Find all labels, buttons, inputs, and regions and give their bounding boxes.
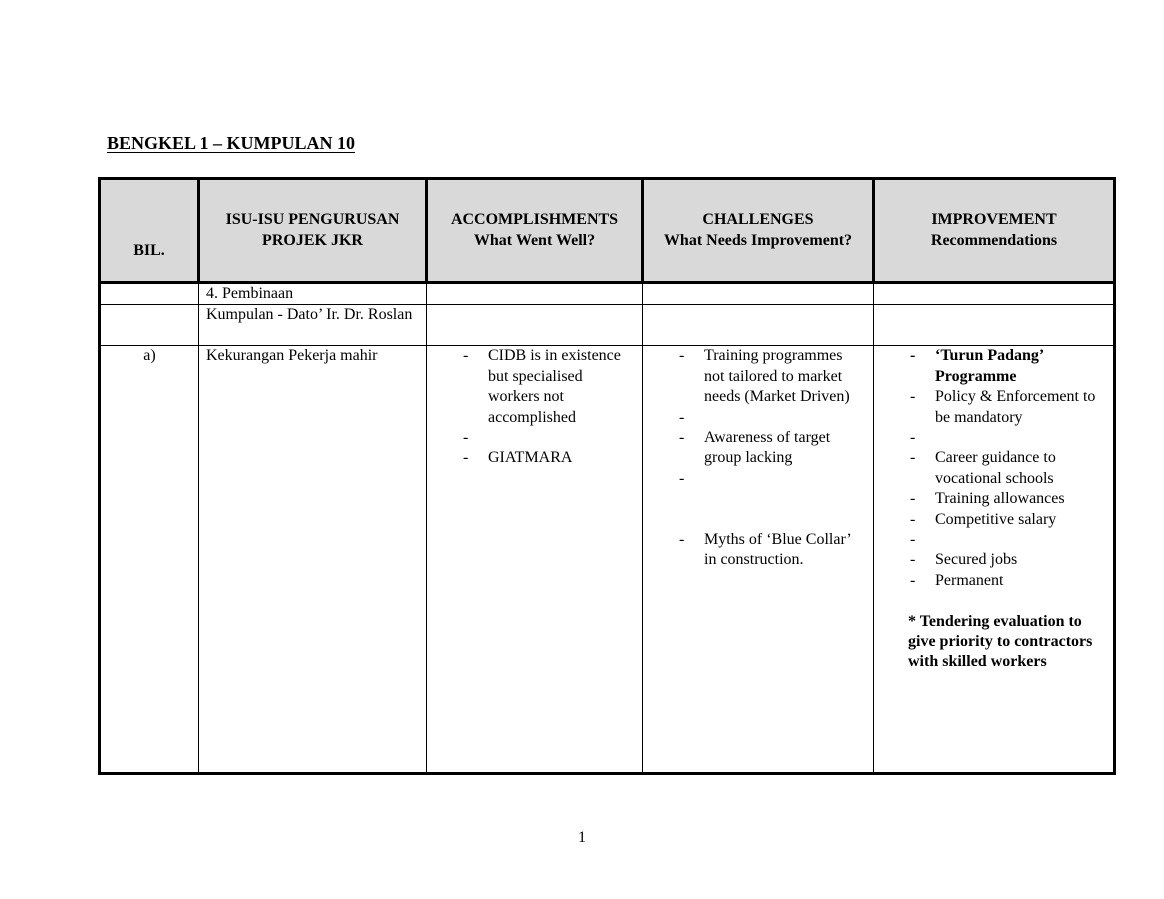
group-label: Kumpulan - Dato’ Ir. Dr. Roslan	[199, 305, 427, 346]
list-item: - Policy & Enforcement to be mandatory	[908, 387, 1106, 428]
header-challenges: CHALLENGES What Needs Improvement?	[643, 179, 874, 283]
list-item: - Permanent	[908, 571, 1106, 591]
improvement-note: * Tendering evaluation to give priority to contractors with skilled workers	[908, 612, 1093, 671]
page-number: 1	[578, 829, 586, 846]
section-label: 4. Pembinaan	[199, 283, 427, 305]
header-improvement: IMPROVEMENT Recommendations	[874, 179, 1115, 283]
list-item: - Competitive salary	[908, 510, 1106, 530]
list-item: - Training allowances	[908, 489, 1106, 509]
table-header-row	[100, 179, 1115, 283]
table-row	[100, 283, 1115, 305]
table-row	[100, 346, 1115, 774]
list-item: - Training programmes not tailored to market needs (Market Driven)	[677, 346, 866, 407]
list-item: - Career guidance to vocational schools	[908, 448, 1106, 489]
list-item: - Secured jobs	[908, 550, 1106, 570]
row-number: a)	[100, 346, 199, 774]
list-item: - GIATMARA	[461, 448, 635, 468]
document-title: BENGKEL 1 – KUMPULAN 10	[107, 133, 356, 153]
accomplishments-cell	[427, 346, 643, 774]
header-accomplishments: ACCOMPLISHMENTS What Went Well?	[427, 179, 643, 283]
header-bil: BIL.	[100, 179, 199, 283]
improvements-cell	[874, 346, 1115, 774]
issue-text: Kekurangan Pekerja mahir	[199, 346, 427, 774]
list-item: - Myths of ‘Blue Collar’ in construction.	[677, 530, 866, 571]
issues-table	[98, 177, 1116, 775]
header-issues: ISU-ISU PENGURUSAN PROJEK JKR	[199, 179, 427, 283]
challenges-cell	[643, 346, 874, 774]
list-item: - CIDB is in existence but specialised workers not accomplished	[461, 346, 635, 428]
list-item: - Awareness of target group lacking	[677, 428, 866, 469]
table-row	[100, 305, 1115, 346]
list-item: - ‘Turun Padang’ Programme	[908, 346, 1106, 387]
